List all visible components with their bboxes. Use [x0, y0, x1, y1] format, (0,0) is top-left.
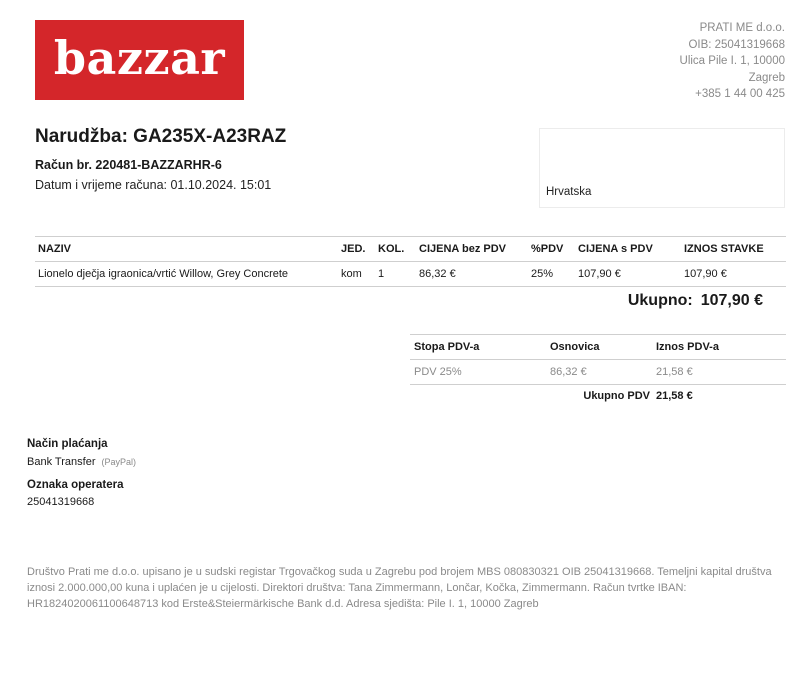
- vat-amount: 21,58 €: [656, 366, 693, 378]
- header-kol: KOL.: [378, 243, 405, 255]
- company-oib: OIB: 25041319668: [688, 38, 785, 51]
- payment-method-line: [27, 456, 136, 468]
- items-table-header: [35, 237, 786, 262]
- company-address: Ulica Pile I. 1, 10000 Zagreb: [679, 55, 785, 84]
- header-cijena-s-pdv: CIJENA s PDV: [578, 243, 653, 255]
- company-name: PRATI ME d.o.o.: [699, 22, 785, 34]
- payment-heading: Način plaćanja: [27, 438, 108, 450]
- item-iznos: 107,90 €: [684, 268, 727, 280]
- order-total: [628, 292, 763, 310]
- table-row: [410, 360, 786, 385]
- table-row: [35, 262, 786, 287]
- company-info: [525, 20, 785, 103]
- item-pdv: 25%: [531, 268, 554, 280]
- item-cijena-bez-pdv: 86,32 €: [419, 268, 456, 280]
- vat-table: [410, 334, 786, 409]
- order-title: Narudžba: GA235X-A23RAZ: [35, 126, 287, 147]
- header-iznos: IZNOS STAVKE: [684, 243, 764, 255]
- vat-sum-row: [410, 385, 786, 409]
- operator-value: 25041319668: [27, 496, 95, 508]
- total-value: 107,90 €: [700, 292, 763, 309]
- invoice-number: Račun br. 220481-BAZZARHR-6: [35, 158, 222, 172]
- vat-rate: PDV 25%: [414, 366, 462, 378]
- payment-note: (PayPal): [101, 457, 136, 467]
- invoice-datetime: Datum i vrijeme računa: 01.10.2024. 15:01: [35, 178, 272, 192]
- bazzar-logo: [35, 20, 244, 100]
- vat-table-header: [410, 335, 786, 360]
- logo-text: bazzar: [53, 31, 226, 85]
- operator-heading: Oznaka operatera: [27, 479, 124, 491]
- item-naziv: Lionelo dječja igraonica/vrtić Willow, Grey Concrete: [38, 268, 289, 280]
- header-vat-base: Osnovica: [550, 341, 600, 353]
- header-cijena-bez-pdv: CIJENA bez PDV: [419, 243, 507, 255]
- total-label: Ukupno:: [627, 292, 693, 309]
- header-jed: JED.: [341, 243, 366, 255]
- vat-sum-value: 21,58 €: [656, 390, 693, 402]
- footer-legal-text: Društvo Prati me d.o.o. upisano je u sudski registar Trgovačkog suda u Zagrebu pod brojem MBS 080830321 OIB 25041319668. Temeljni kapital društva iznosi 2.000.000,00 kuna i uplaćen je u cijelosti. Direktori društva: Tana Zimmermann, Lončar, Kočka, Zimmermann. Račun tvrtke IBAN: HR1824020061100648713 kod Erste&Steiermärkische Bank d.d. Adresa sjedišta: Pile I. 1, 10000 Zagreb: [27, 566, 772, 610]
- vat-sum-label: Ukupno PDV: [583, 390, 650, 402]
- header-pdv: %PDV: [531, 243, 564, 255]
- payment-method: Bank Transfer: [27, 456, 96, 468]
- customer-address-box: [539, 128, 785, 208]
- customer-country: Hrvatska: [546, 186, 592, 198]
- header-vat-rate: Stopa PDV-a: [414, 341, 480, 353]
- header-naziv: NAZIV: [38, 243, 71, 255]
- item-kol: 1: [378, 268, 385, 280]
- item-cijena-s-pdv: 107,90 €: [578, 268, 621, 280]
- header-vat-amount: Iznos PDV-a: [656, 341, 719, 353]
- item-jed: kom: [341, 268, 362, 280]
- company-phone: +385 1 44 00 425: [695, 88, 785, 100]
- items-table: [35, 236, 786, 287]
- vat-base: 86,32 €: [550, 366, 587, 378]
